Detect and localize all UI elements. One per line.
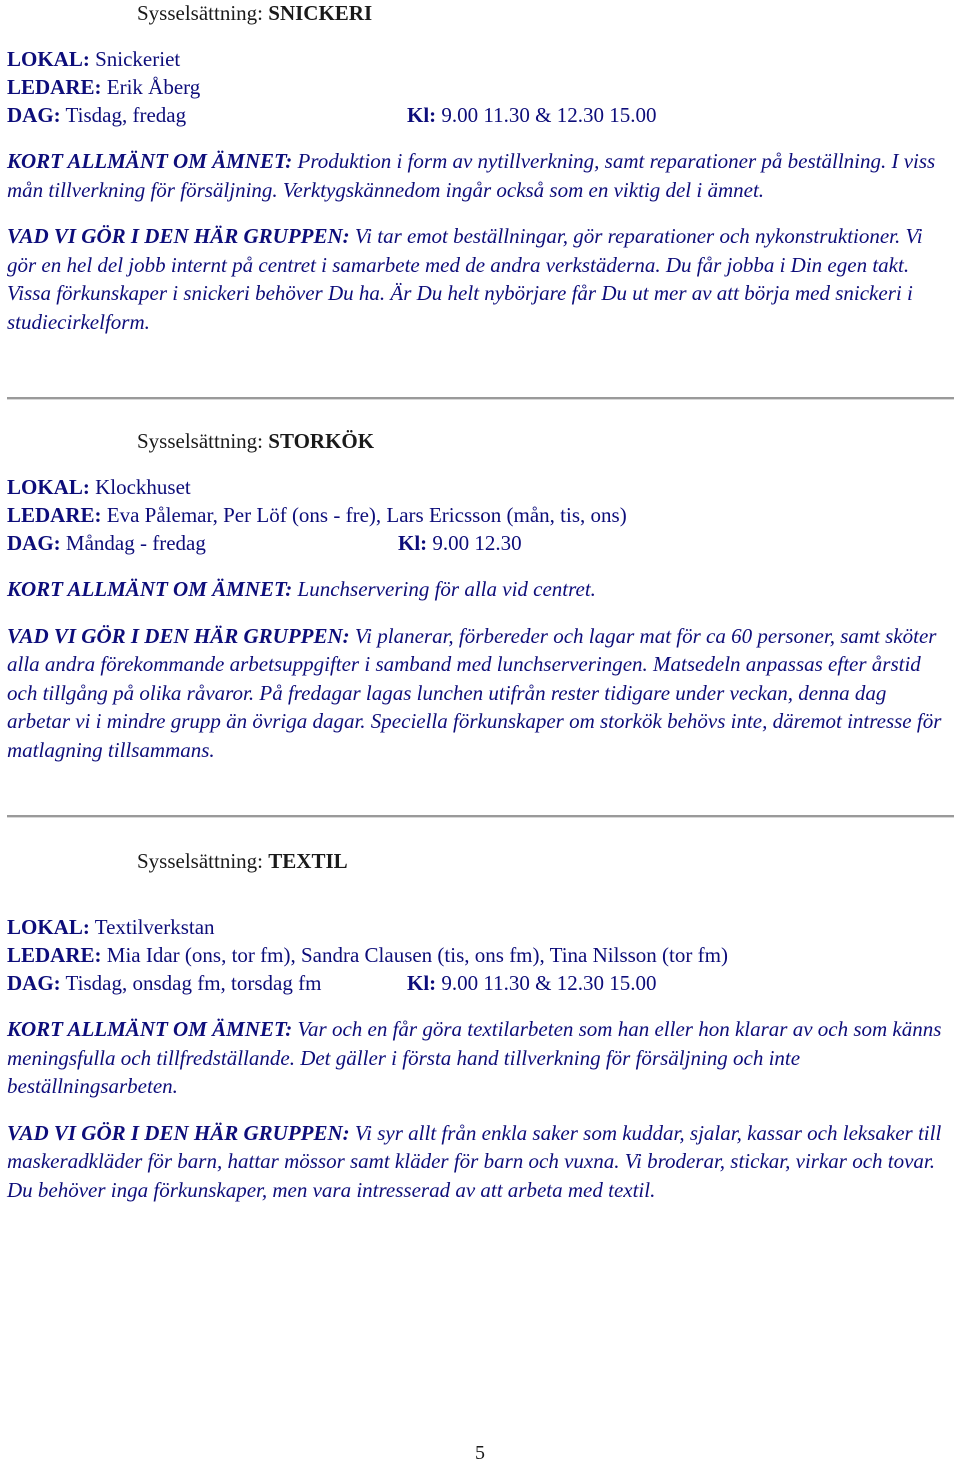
section-heading xyxy=(137,848,952,874)
dag-line xyxy=(7,529,952,557)
kl-value: 9.00 11.30 & 12.30 15.00 xyxy=(436,103,657,127)
kl-value: 9.00 12.30 xyxy=(427,531,522,555)
kort-label: KORT ALLMÄNT OM ÄMNET: xyxy=(7,577,293,601)
kort-text: Var och en får göra textilarbeten som han eller hon klarar av och som känns meningsfulla och tillfredställande. Det gäller i första hand tillverkning för försäljning och inte beställningsarbeten. xyxy=(7,1017,942,1098)
section-storkok xyxy=(7,428,952,764)
ledare-line xyxy=(7,73,952,101)
kort-text: Produktion i form av nytillverkning, samt reparationer på beställning. I viss mån tillverkning för försäljning. Verktygskännedom ingår också som en viktig del i ämnet. xyxy=(7,149,936,202)
lokal-line xyxy=(7,473,952,501)
vad-text: Vi planerar, förbereder och lagar mat för ca 60 personer, samt sköter alla andra förekommande arbetsuppgifter i samband med lunchserveringen. Matsedeln anpassas efter årstid och tillgång på olika råvaror. På fredagar lagas lunchen utifrån rester tidigare under veckan, denna dag arbetar vi i mindre grupp än övriga dagar. Speciella förkunskaper om storkök behövs inte, däremot intresse för matlagning tillsammans. xyxy=(7,623,942,762)
heading-prefix: Sysselsättning: xyxy=(137,1,269,25)
vad-text: Vi syr allt från enkla saker som kuddar, sjalar, kassar och leksaker till maskeradkläder för barn, hattar mössor samt kläder för barn och vuxna. Vi broderar, stickar, virkar och tovar. Du behöver inga förkunskaper, men vara intresserad av att arbeta med textil. xyxy=(7,1120,942,1202)
divider xyxy=(7,815,954,818)
lokal-value: Textilverkstan xyxy=(89,915,215,939)
kl-label: Kl: xyxy=(398,531,428,555)
vad-paragraph xyxy=(7,1119,952,1205)
dag-label: DAG: xyxy=(7,103,61,127)
lokal-label: LOKAL: xyxy=(7,47,90,71)
section-heading xyxy=(137,428,952,454)
kort-paragraph xyxy=(7,147,952,204)
ledare-label: LEDARE: xyxy=(7,943,102,967)
ledare-line xyxy=(7,501,952,529)
kl-label: Kl: xyxy=(407,103,437,127)
kl-label: Kl: xyxy=(407,971,437,995)
dag-label: DAG: xyxy=(7,531,61,555)
dag-line xyxy=(7,969,952,997)
lokal-value: Klockhuset xyxy=(89,475,191,499)
heading-name: STORKÖK xyxy=(268,429,375,453)
ledare-label: LEDARE: xyxy=(7,75,102,99)
ledare-value: Mia Idar (ons, tor fm), Sandra Clausen (tis, ons fm), Tina Nilsson (tor fm) xyxy=(101,943,728,967)
heading-prefix: Sysselsättning: xyxy=(137,849,269,873)
kl-value: 9.00 11.30 & 12.30 15.00 xyxy=(436,971,657,995)
divider xyxy=(7,397,954,400)
dag-value: Tisdag, fredag xyxy=(60,103,187,127)
lokal-label: LOKAL: xyxy=(7,475,90,499)
kort-text: Lunchservering för alla vid centret. xyxy=(292,577,596,601)
lokal-line xyxy=(7,913,952,941)
section-heading xyxy=(137,0,952,26)
kort-label: KORT ALLMÄNT OM ÄMNET: xyxy=(7,149,293,173)
vad-text: Vi tar emot beställningar, gör reparationer och nykonstruktioner. Vi gör en hel del jobb internt på centret i samarbete med de andra verkstäderna. Du får jobba i Din egen takt. Vissa förkunskaper i snickeri behöver Du ha. Är Du helt nybörjare får Du ut mer av att börja med snickeri i studiecirkelform. xyxy=(7,224,923,334)
section-textil xyxy=(7,848,952,1204)
lokal-value: Snickeriet xyxy=(89,47,181,71)
vad-paragraph xyxy=(7,222,952,336)
vad-label: VAD VI GÖR I DEN HÄR GRUPPEN: xyxy=(7,1120,350,1145)
section-snickeri xyxy=(7,0,952,336)
dag-label: DAG: xyxy=(7,971,61,995)
ledare-value: Eva Pålemar, Per Löf (ons - fre), Lars Ericsson (mån, tis, ons) xyxy=(101,503,627,527)
dag-value: Tisdag, onsdag fm, torsdag fm xyxy=(60,971,322,995)
heading-prefix: Sysselsättning: xyxy=(137,429,269,453)
vad-label: VAD VI GÖR I DEN HÄR GRUPPEN: xyxy=(7,623,350,648)
ledare-label: LEDARE: xyxy=(7,503,102,527)
heading-name: SNICKERI xyxy=(268,1,373,25)
vad-label: VAD VI GÖR I DEN HÄR GRUPPEN: xyxy=(7,224,350,248)
lokal-line xyxy=(7,45,952,73)
kort-paragraph xyxy=(7,1015,952,1101)
lokal-label: LOKAL: xyxy=(7,915,90,939)
dag-line xyxy=(7,101,952,129)
vad-paragraph xyxy=(7,622,952,765)
kort-paragraph xyxy=(7,575,952,604)
page-number: 5 xyxy=(475,1442,485,1464)
ledare-value: Erik Åberg xyxy=(101,75,201,99)
ledare-line xyxy=(7,941,952,969)
heading-name: TEXTIL xyxy=(268,849,348,873)
kort-label: KORT ALLMÄNT OM ÄMNET: xyxy=(7,1017,293,1041)
dag-value: Måndag - fredag xyxy=(60,531,206,555)
